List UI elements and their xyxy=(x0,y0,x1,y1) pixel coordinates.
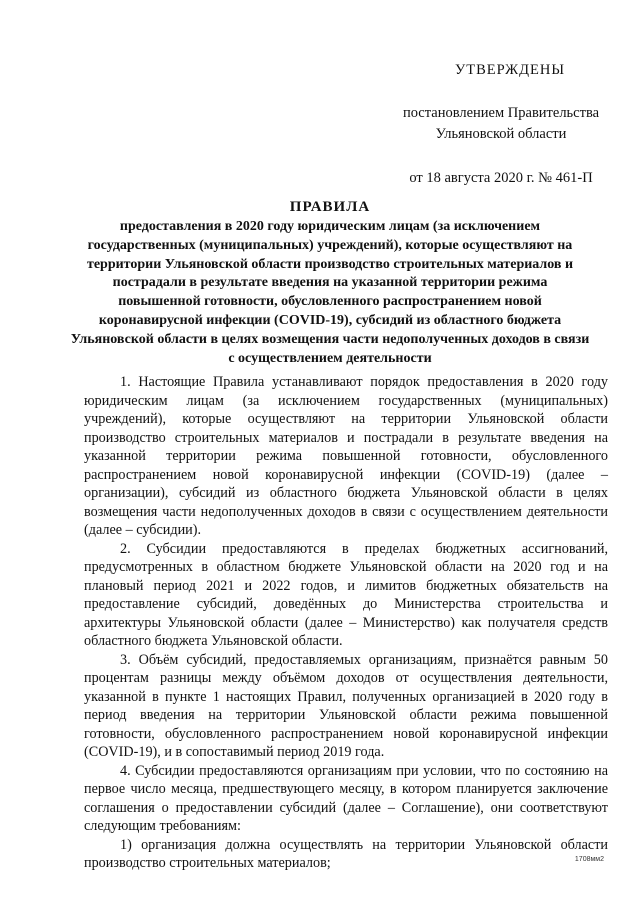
title-heading: ПРАВИЛА xyxy=(289,199,371,215)
paragraph-2: 2. Субсидии предоставляются в пределах бюджетных ассигнований, предусмотренных в областном бюджете Ульяновской области на 2020 год и на плановый период 2021 и 2022 годов, и лимитов бюджетных обязательств на предоставление субсидий, доведённых до Министерства строительства и архитектуры Ульяновской области (далее – Министерство) как получателя средств областного бюджета Ульяновской области. xyxy=(84,540,608,649)
paragraph-4-item-1: 1) организация должна осуществлять на территории Ульяновской области производство строительных материалов; xyxy=(84,836,608,871)
title-subtitle: предоставления в 2020 году юридическим лицам (за исключением государственных (муниципальных) учреждений), которые осуществляют на территории Ульяновской области производство строительных материалов и пострадали в результате введения на указанной территории режима повышенной готовности, обусловленного распространением новой коронавирусной инфекции (COVID-19), субсидий из областного бюджета Ульяновской области в целях возмещения части недополученных доходов в связи с осуществлением деятельности xyxy=(70,219,590,366)
approval-block xyxy=(396,60,606,189)
decree-date: от 18 августа 2020 г. № 461-П xyxy=(409,170,593,186)
decree-line-1: постановлением Правительства xyxy=(402,105,600,121)
approved-label: УТВЕРЖДЕНЫ xyxy=(454,62,566,78)
document-title xyxy=(70,197,590,368)
paragraph-3: 3. Объём субсидий, предоставляемых организациям, признаётся равным 50 процентам разницы между объёмом доходов от осуществления деятельности, указанной в пункте 1 настоящих Правил, полученных организацией в 2020 году в период введения на территории Ульяновской области режима повышенной готовности, обусловленного распространением новой коронавирусной инфекции (COVID-19), и в сопоставимый период 2019 года. xyxy=(84,651,608,760)
paragraph-4: 4. Субсидии предоставляются организациям при условии, что по состоянию на первое число месяца, предшествующего месяцу, в котором планируется заключение соглашения о предоставлении субсидий (далее – Соглашение), они соответствуют следующим требованиям: xyxy=(84,762,608,834)
document-body xyxy=(84,373,608,873)
footer-code: 1708мм2 xyxy=(574,856,604,863)
paragraph-1: 1. Настоящие Правила устанавливают порядок предоставления в 2020 году юридическим лицам (за исключением государственных (муниципальных) учреждений), которые осуществляют на территории Ульяновской области производство строительных материалов и пострадали в результате введения на указанной территории режима повышенной готовности, обусловленного распространением новой коронавирусной инфекции (COVID-19) (далее – организации), субсидий из областного бюджета Ульяновской области в целях возмещения части недополученных доходов в связи с осуществлением деятельности (далее – субсидии). xyxy=(84,374,608,538)
decree-line-2: Ульяновской области xyxy=(435,126,567,142)
